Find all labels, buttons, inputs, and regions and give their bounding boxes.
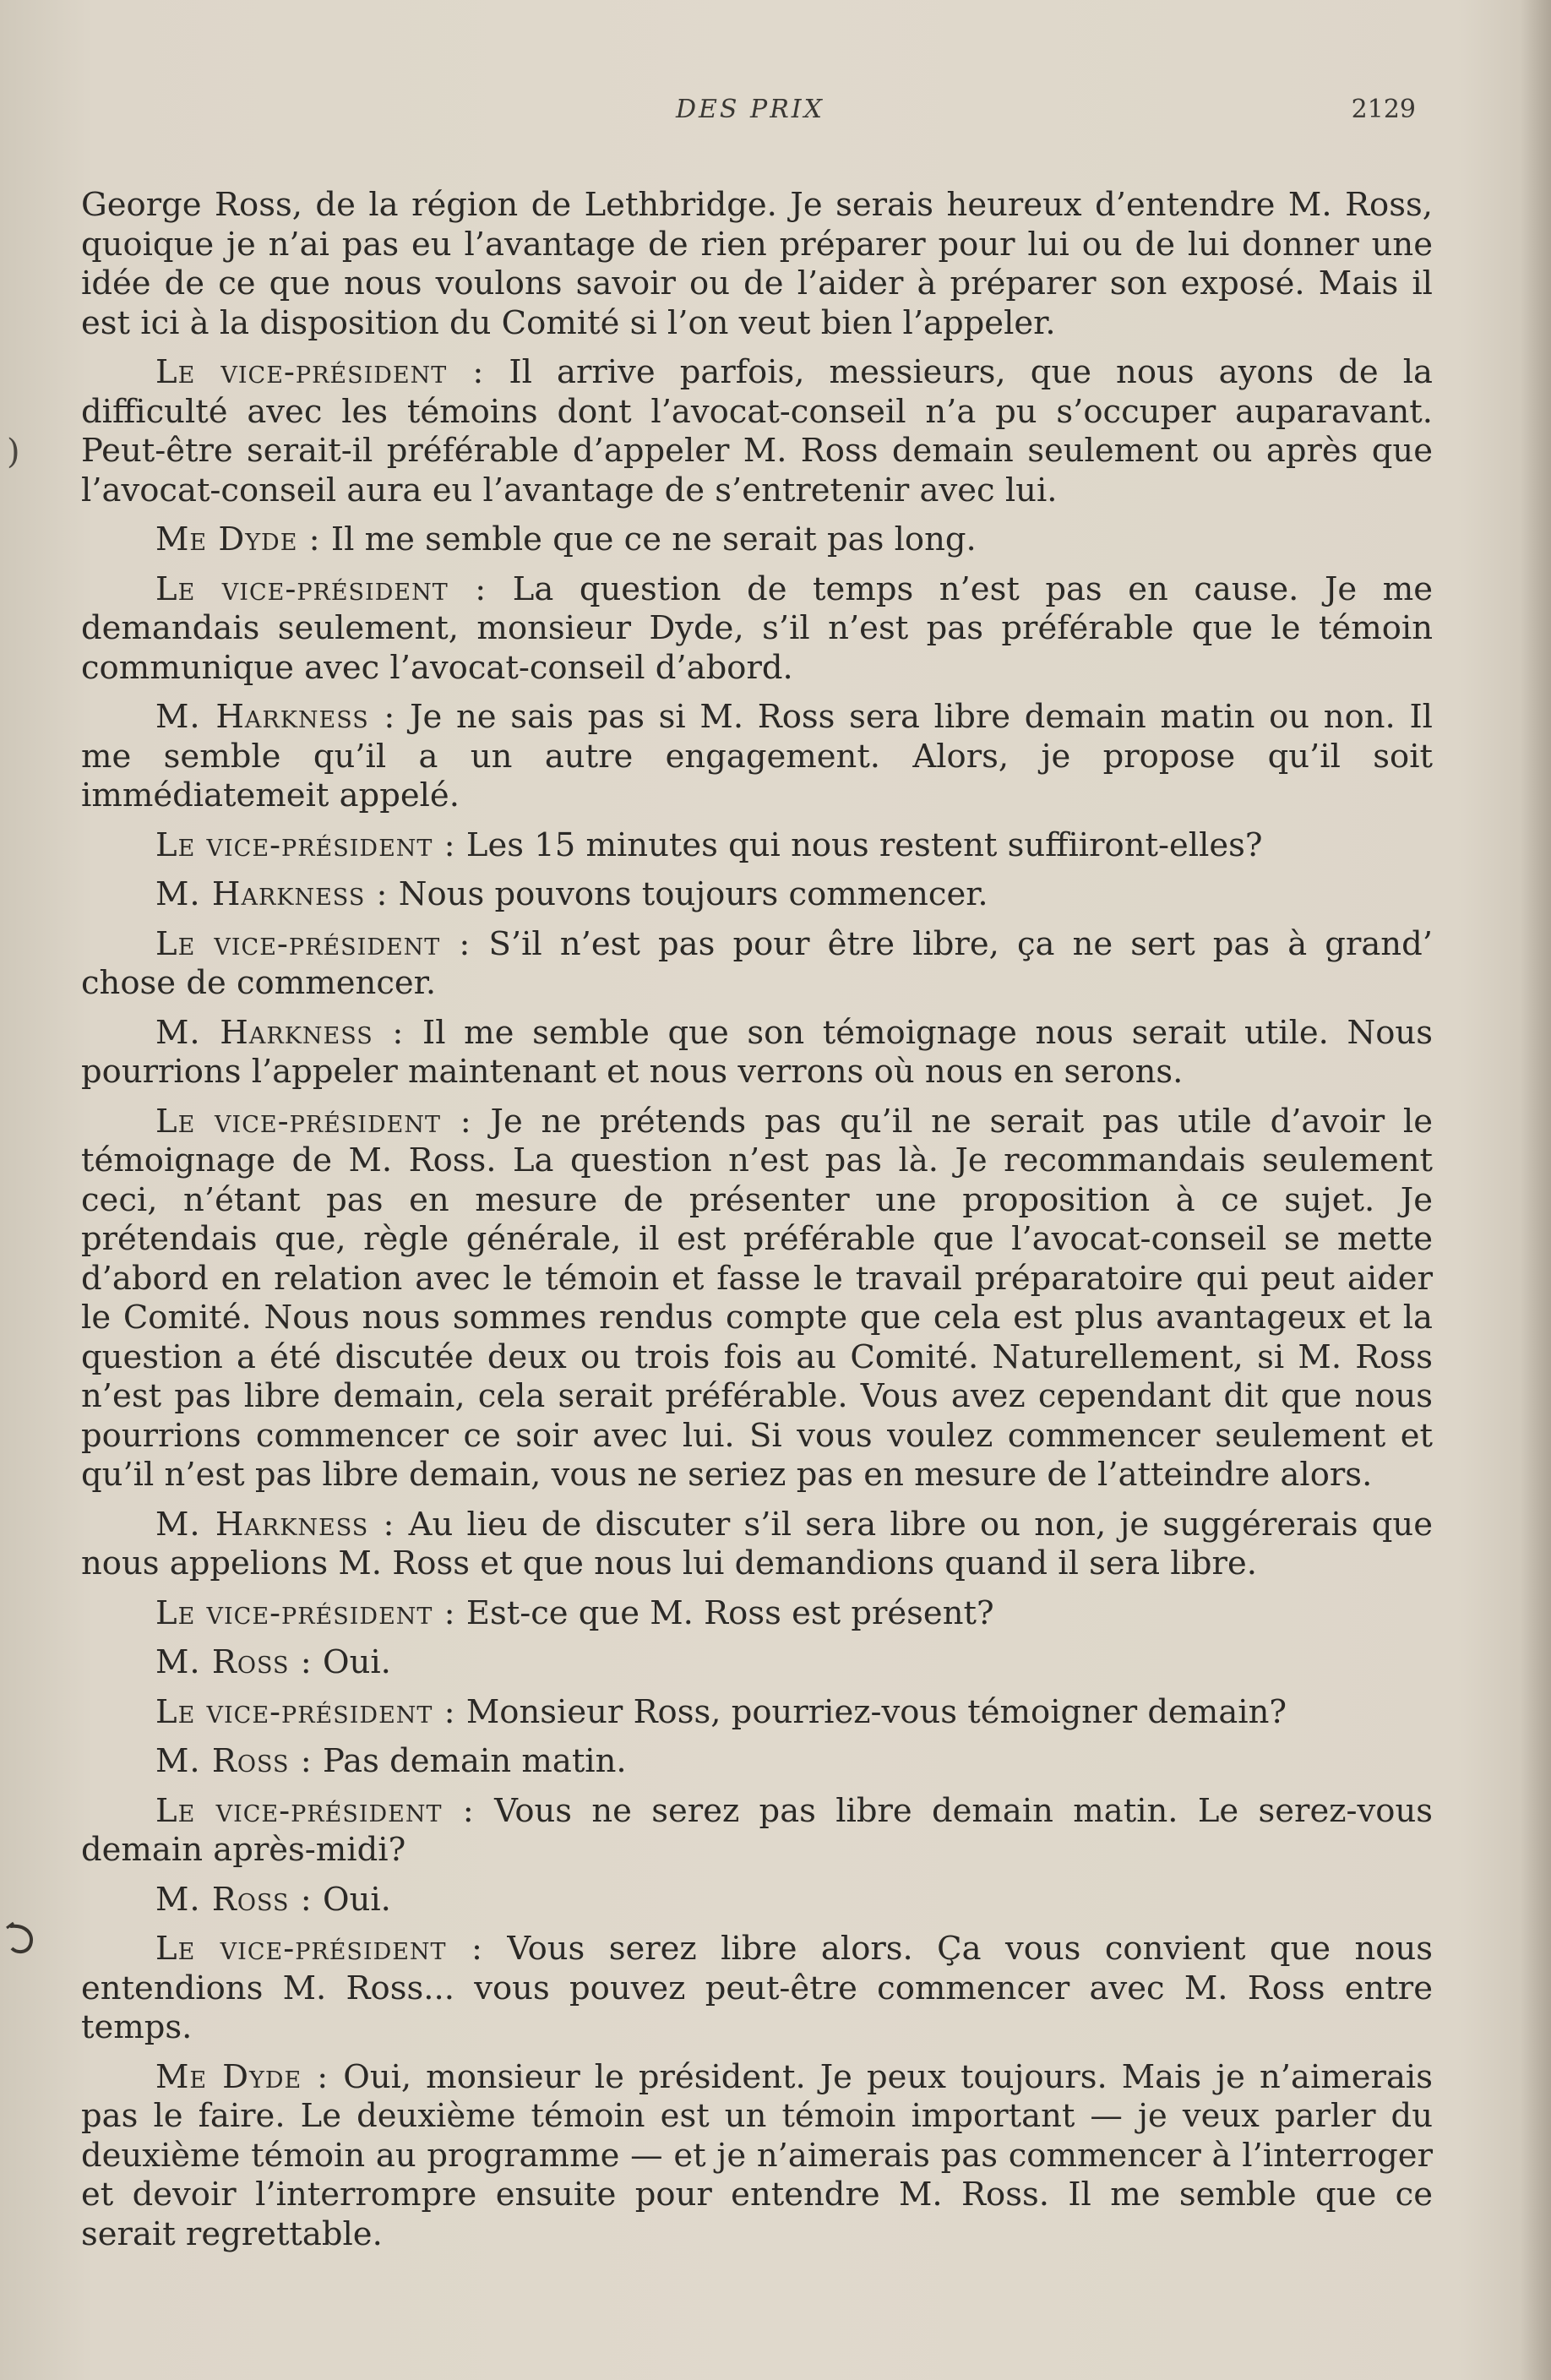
speaker-label: Le vice-président :: [155, 353, 485, 391]
paragraph-10: [81, 1506, 1433, 1584]
paragraph-text: La question de temps n’est pas en cause. Je me demandais seulement, monsieur Dyde, s’il n’est pas préférable que le témoin communique avec l’avocat-conseil d’abord.: [81, 569, 1433, 687]
speaker-label: Le vice-président :: [155, 1791, 475, 1830]
speaker-label: Me Dyde :: [155, 2057, 329, 2096]
paragraph-11: [81, 1594, 1433, 1634]
paragraph-text: Oui.: [323, 1643, 391, 1681]
speaker-label: M. Harkness :: [155, 1013, 405, 1052]
paragraph-7: [81, 925, 1433, 1004]
speaker-label: Le vice-président :: [155, 1692, 456, 1731]
paragraph-text: Est-ce que M. Ross est présent?: [465, 1593, 994, 1632]
paragraph-text: Il me semble que son témoignage nous serait utile. Nous pourrions l’appeler maintenant et nous verrons où nous en serons.: [81, 1013, 1433, 1091]
margin-binding-mark-icon: [2, 1918, 44, 1960]
paragraph-14: [81, 1742, 1433, 1782]
paragraph-2: [81, 520, 1433, 560]
speaker-label: M. Ross :: [155, 1880, 313, 1919]
paragraph-9: [81, 1103, 1433, 1495]
paragraph-text: Oui, monsieur le président. Je peux toujours. Mais je n’aimerais pas le faire. Le deuxième témoin est un témoin important — je veux parler du deuxième témoin au programme — et je n’aimerais pas commencer à l’interroger et devoir l’interrompre ensuite pour entendre M. Ross. Il me semble que ce serait regrettable.: [81, 2057, 1433, 2253]
paragraph-text: Les 15 minutes qui nous restent suffiiront-elles?: [465, 825, 1263, 864]
paragraph-15: [81, 1792, 1433, 1871]
speaker-label: Le vice-président :: [155, 825, 456, 864]
paragraph-1: [81, 353, 1433, 510]
speaker-label: M. Ross :: [155, 1742, 313, 1780]
paragraph-text: Il me semble que ce ne serait pas long.: [330, 520, 977, 558]
speaker-label: M. Harkness :: [155, 875, 389, 913]
paragraph-4: [81, 698, 1433, 816]
speaker-label: Me Dyde :: [155, 520, 321, 558]
speaker-label: Le vice-président :: [155, 924, 471, 963]
paragraph-text: Il arrive parfois, messieurs, que nous ayons de la difficulté avec les témoins dont l’avocat-conseil n’a pu s’occuper auparavant. Peut-être serait-il préférable d’appeler M. Ross demain seulement ou après que l’avocat-conseil aura eu l’avantage de s’entretenir avec lui.: [81, 353, 1433, 509]
paragraph-12: [81, 1643, 1433, 1683]
paragraph-text: Monsieur Ross, pourriez-vous témoigner demain?: [465, 1692, 1287, 1731]
margin-mark: ): [7, 433, 20, 471]
paragraph-text: Pas demain matin.: [323, 1742, 627, 1780]
paragraph-text: S’il n’est pas pour être libre, ça ne sert pas à grand’ chose de commencer.: [81, 924, 1433, 1002]
speaker-label: Le vice-président :: [155, 1930, 483, 1968]
paragraph-16: [81, 1881, 1433, 1920]
paragraph-5: [81, 826, 1433, 866]
speaker-label: Le vice-président :: [155, 569, 487, 608]
paragraph-text: George Ross, de la région de Lethbridge. Je serais heureux d’entendre M. Ross, quoique je n’ai pas eu l’avantage de rien préparer pour lui ou de lui donner une idée de ce que nous voulons savoir ou de l’aider à préparer son exposé. Mais il est ici à la disposition du Comité si l’on veut bien l’appeler.: [81, 186, 1433, 342]
page-number: 2129: [1351, 95, 1416, 124]
paragraph-0: [81, 186, 1433, 343]
page-spine-shadow: [1521, 0, 1551, 2380]
speaker-label: M. Ross :: [155, 1643, 313, 1681]
page-header: [84, 95, 1416, 137]
paragraph-text: Je ne prétends pas qu’il ne serait pas utile d’avoir le témoignage de M. Ross. La question n’est pas là. Je recommandais seulement ceci, n’étant pas en mesure de présenter une proposition à ce sujet. Je prétendais que, règle générale, il est préférable que l’avocat-conseil se mette d’abord en relation avec le témoin et fasse le travail préparatoire qui peut aider le Comité. Nous nous sommes rendus compte que cela est plus avantageux et la question a été discutée deux ou trois fois au Comité. Naturellement, si M. Ross n’est pas libre demain, cela serait préférable. Vous avez cependant dit que nous pourrions commencer ce soir avec lui. Si vous voulez commencer seulement et qu’il n’est pas libre demain, vous ne seriez pas en mesure de l’atteindre alors.: [81, 1102, 1433, 1494]
speaker-label: M. Harkness :: [155, 698, 396, 736]
transcript-body: [81, 186, 1433, 2264]
paragraph-text: Vous ne serez pas libre demain matin. Le serez-vous demain après-midi?: [81, 1791, 1434, 1869]
paragraph-13: [81, 1693, 1433, 1733]
paragraph-text: Vous serez libre alors. Ça vous convient que nous entendions M. Ross... vous pouvez peut-être commencer avec M. Ross entre temps.: [81, 1930, 1433, 2046]
speaker-label: Le vice-président :: [155, 1593, 456, 1632]
paragraph-18: [81, 2058, 1433, 2255]
speaker-label: Le vice-président :: [155, 1102, 472, 1141]
paragraph-text: Oui.: [323, 1880, 391, 1919]
paragraph-text: Nous pouvons toujours commencer.: [398, 875, 988, 913]
paragraph-17: [81, 1930, 1433, 2048]
paragraph-8: [81, 1014, 1433, 1092]
paragraph-text: Au lieu de discuter s’il sera libre ou non, je suggérerais que nous appelions M. Ross et que nous lui demandions quand il sera libre.: [81, 1505, 1433, 1582]
paragraph-3: [81, 570, 1433, 689]
speaker-label: M. Harkness :: [155, 1505, 395, 1544]
running-title: DES PRIX: [675, 95, 825, 124]
paragraph-text: Je ne sais pas si M. Ross sera libre demain matin ou non. Il me semble qu’il a un autre engagement. Alors, je propose qu’il soit immédiatemeit appelé.: [81, 698, 1433, 814]
paragraph-6: [81, 875, 1433, 915]
